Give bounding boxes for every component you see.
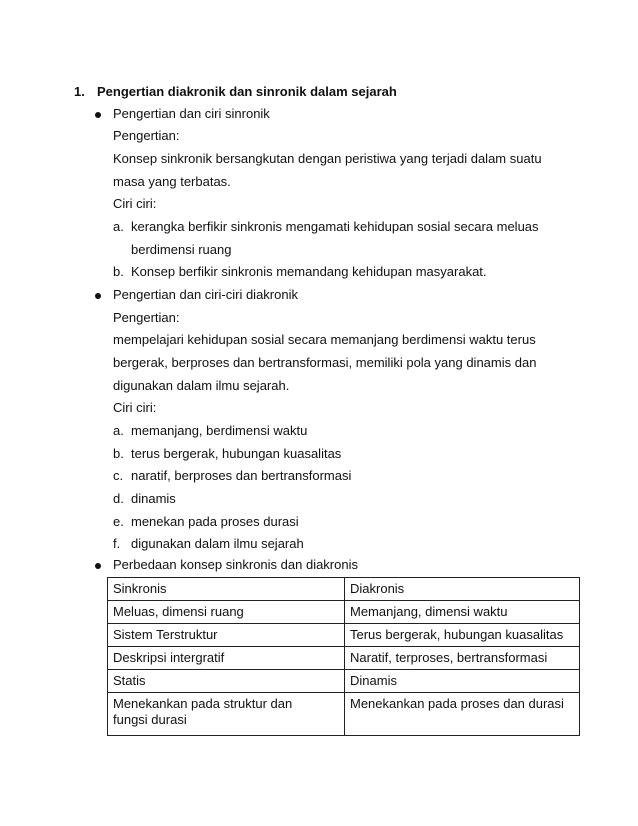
table-cell: Sistem Terstruktur <box>108 624 345 647</box>
table-cell: Statis <box>108 670 345 693</box>
table-row <box>108 693 580 736</box>
table-cell-line: Menekankan pada struktur dan <box>113 696 293 711</box>
table-cell: Meluas, dimensi ruang <box>108 601 345 624</box>
list-marker: b. <box>113 264 124 279</box>
diakronik-definition-line: bergerak, berproses dan bertransformasi, memiliki pola yang dinamis dan <box>113 355 537 370</box>
table-cell: Dinamis <box>345 670 580 693</box>
table-cell: Diakronis <box>345 578 580 601</box>
comparison-table <box>107 577 580 736</box>
list-item-text: menekan pada proses durasi <box>131 514 299 529</box>
list-marker: a. <box>113 423 124 438</box>
list-item-text: terus bergerak, hubungan kuasalitas <box>131 446 342 461</box>
table-cell: Memanjang, dimensi waktu <box>345 601 580 624</box>
table-row <box>108 578 580 601</box>
section-number: 1. <box>74 84 85 99</box>
diakronik-bullet-title: Pengertian dan ciri-ciri diakronik <box>113 287 298 302</box>
sinkronik-pengertian-label: Pengertian: <box>113 128 180 143</box>
list-marker: f. <box>113 536 121 551</box>
table-row <box>108 670 580 693</box>
bullet-icon <box>95 112 101 118</box>
section-title: Pengertian diakronik dan sinronik dalam sejarah <box>97 84 397 99</box>
list-marker: b. <box>113 446 124 461</box>
diakronik-definition-line: mempelajari kehidupan sosial secara memanjang berdimensi waktu terus <box>113 332 536 347</box>
table-row <box>108 624 580 647</box>
table-row <box>108 647 580 670</box>
list-marker: d. <box>113 491 124 506</box>
bullet-icon <box>95 563 101 569</box>
diakronik-ciri-label: Ciri ciri: <box>113 400 157 415</box>
sinkronik-definition-line: Konsep sinkronik bersangkutan dengan peristiwa yang terjadi dalam suatu <box>113 151 542 166</box>
list-item-text: memanjang, berdimensi waktu <box>131 423 308 438</box>
table-row <box>108 601 580 624</box>
table-cell <box>108 693 345 736</box>
sinkronik-definition-line: masa yang terbatas. <box>113 174 231 189</box>
diakronik-definition-line: digunakan dalam ilmu sejarah. <box>113 378 290 393</box>
table-cell: Terus bergerak, hubungan kuasalitas <box>345 624 580 647</box>
list-marker: e. <box>113 514 124 529</box>
table-cell-line: fungsi durasi <box>113 712 187 727</box>
sinkronik-ciri-label: Ciri ciri: <box>113 196 157 211</box>
list-item-text: kerangka berfikir sinkronis mengamati kehidupan sosial secara meluas <box>131 219 539 234</box>
list-item-text: naratif, berproses dan bertransformasi <box>131 468 352 483</box>
list-item-text: Konsep berfikir sinkronis memandang kehidupan masyarakat. <box>131 264 487 279</box>
table-cell: Naratif, terproses, bertransformasi <box>345 647 580 670</box>
table-cell: Deskripsi intergratif <box>108 647 345 670</box>
bullet-icon <box>95 293 101 299</box>
list-marker: a. <box>113 219 124 234</box>
list-item-text: dinamis <box>131 491 176 506</box>
list-item-text: digunakan dalam ilmu sejarah <box>131 536 304 551</box>
table-cell: Sinkronis <box>108 578 345 601</box>
list-marker: c. <box>113 468 124 483</box>
diakronik-pengertian-label: Pengertian: <box>113 310 180 325</box>
sinkronik-bullet-title: Pengertian dan ciri sinronik <box>113 106 270 121</box>
table-cell: Menekankan pada proses dan durasi <box>345 693 580 736</box>
perbedaan-bullet-title: Perbedaan konsep sinkronis dan diakronis <box>113 557 358 572</box>
list-item-text: berdimensi ruang <box>131 242 232 257</box>
